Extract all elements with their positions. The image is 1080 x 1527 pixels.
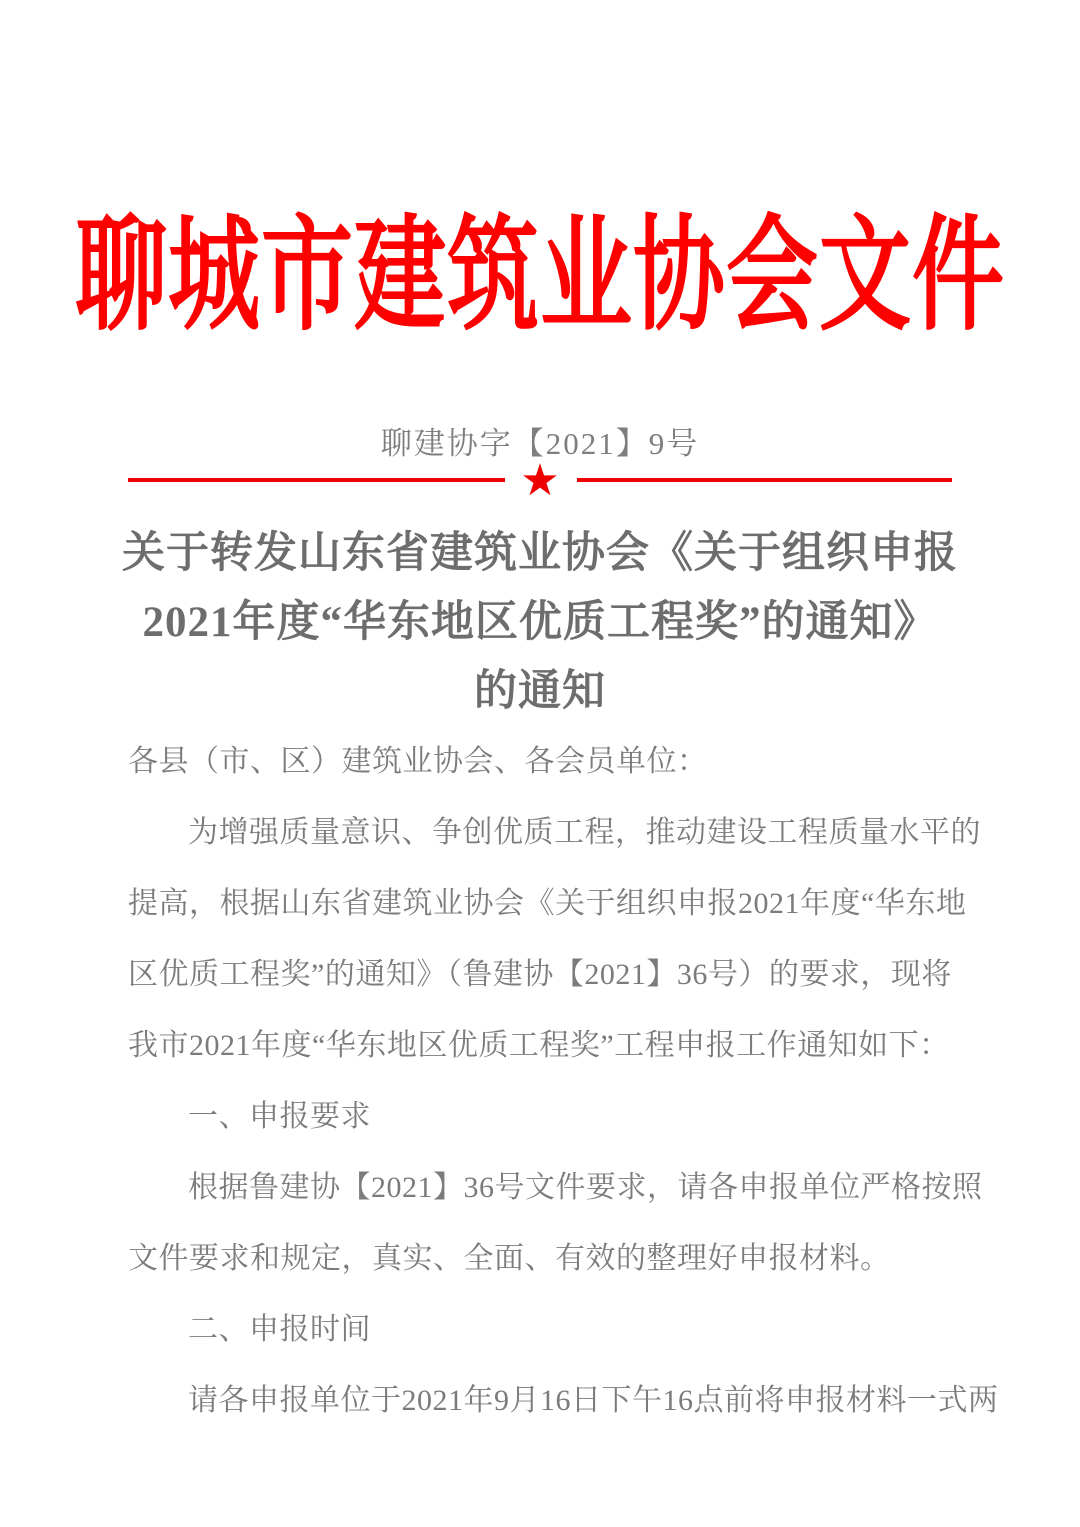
document-body: [128, 726, 999, 1436]
org-letterhead-title: 聊城市建筑业协会文件: [74, 207, 1005, 345]
header-separator: [0, 456, 1080, 505]
body-line: 提高，根据山东省建筑业协会《关于组织申报2021年度“华东地: [128, 887, 967, 920]
body-line: 根据鲁建协【2021】36号文件要求，请各申报单位严格按照: [188, 1171, 983, 1204]
body-line: 文件要求和规定，真实、全面、有效的整理好申报材料。: [128, 1242, 891, 1275]
body-line: 为增强质量意识、争创优质工程，推动建设工程质量水平的: [188, 816, 981, 849]
star-icon: ★: [520, 456, 560, 505]
separator-line-right: [577, 478, 952, 482]
document-number: 聊建协字【2021】9号: [380, 426, 700, 461]
document-title-line-1: 关于转发山东省建筑业协会《关于组织申报: [122, 530, 958, 577]
document-title-line-2: 2021年度“华东地区优质工程奖”的通知》: [142, 599, 938, 646]
document-title-line-3: 的通知: [474, 668, 606, 715]
red-letterhead: [0, 176, 1080, 345]
body-line: 我市2021年度“华东地区优质工程奖”工程申报工作通知如下：: [128, 1029, 950, 1062]
document-title: [0, 519, 1080, 726]
body-section-heading-2: 二、申报时间: [188, 1313, 371, 1346]
body-line-salutation: 各县（市、区）建筑业协会、各会员单位：: [128, 745, 708, 778]
body-section-heading-1: 一、申报要求: [188, 1100, 371, 1133]
body-line: 区优质工程奖”的通知》（鲁建协【2021】36号）的要求，现将: [128, 958, 952, 991]
body-line: 请各申报单位于2021年9月16日下午16点前将申报材料一式两: [188, 1384, 999, 1417]
